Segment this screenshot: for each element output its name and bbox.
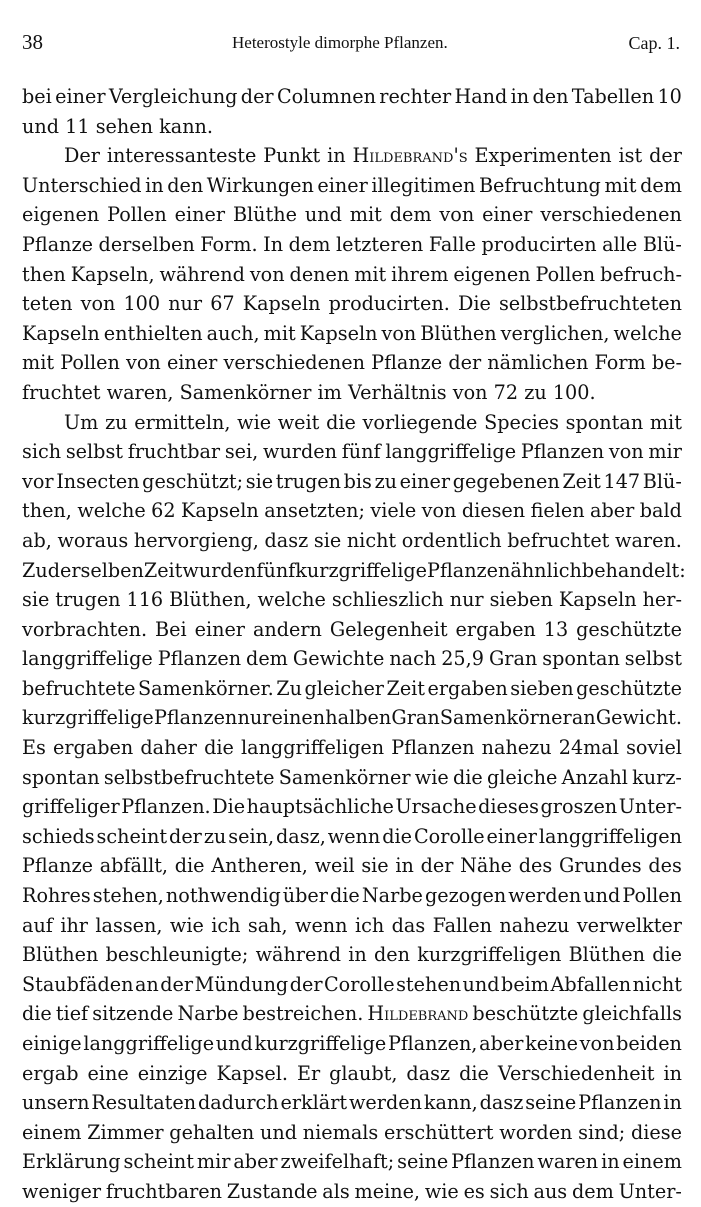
text-line: unsern Resultaten dadurch erklärt werden kann, dasz seine Pflanzen in [22, 1091, 682, 1115]
text-line: then Kapseln, während von denen mit ihrem eigenen Pollen befruch- [22, 262, 682, 286]
text-line: mit Pollen von einer verschiedenen Pflanze der nämlichen Form be- [22, 351, 682, 375]
text-line: Pflanze abfällt, die Antheren, weil sie in der Nähe des Grundes des [22, 854, 682, 878]
text-line: bei einer Vergleichung der Columnen rechter Hand in den Tabellen 10 [22, 85, 682, 108]
text-line: Unterschied in den Wirkungen einer illegitimen Befruchtung mit dem [22, 173, 682, 197]
text-line: Rohres stehen, nothwendig über die Narbe gezogen werden und Pollen [22, 884, 682, 908]
text-line: fruchtet waren, Samenkörner im Verhältnis von 72 zu 100. [22, 380, 596, 404]
chapter-label: Cap. 1. [628, 33, 680, 53]
text-line: Es ergaben daher die langgriffeligen Pflanzen nahezu 24mal soviel [22, 736, 682, 760]
text-line: schieds scheint der zu sein, dasz, wenn die Corolle einer langgriffeligen [22, 824, 682, 848]
text-line: Der interessanteste Punkt in Hildebrand's Experimenten ist der [64, 144, 682, 168]
text-line: kurzgriffelige Pflanzen nur einen halben Gran Samenkörner an Gewicht. [22, 706, 682, 730]
page-number: 38 [22, 30, 43, 54]
text-line: sie trugen 116 Blüthen, welche schlieszlich nur sieben Kapseln her- [22, 588, 682, 612]
text-line: Kapseln enthielten auch, mit Kapseln von Blüthen verglichen, welche [22, 321, 682, 345]
text-line: langgriffelige Pflanzen dem Gewichte nach 25,9 Gran spontan selbst [22, 647, 682, 671]
text-line: befruchtete Samenkörner. Zu gleicher Zeit ergaben sieben geschützte [22, 676, 682, 700]
text-line: then, welche 62 Kapseln ansetzten; viele von diesen fielen aber bald [22, 499, 682, 523]
text-line: Blüthen beschleunigte; während in den kurzgriffeligen Blüthen die [22, 943, 682, 967]
text-line: weniger fruchtbaren Zustande als meine, wie es sich aus dem Unter- [22, 1179, 682, 1203]
text-line: vorbrachten. Bei einer andern Gelegenheit ergaben 13 geschützte [22, 617, 682, 641]
text-line: die tief sitzende Narbe bestreichen. Hildebrand beschützte gleichfalls [22, 1002, 682, 1026]
book-page [22, 26, 686, 1207]
text-line: sich selbst fruchtbar sei, wurden fünf langgriffelige Pflanzen von mir [22, 440, 682, 464]
body-text [22, 82, 686, 1207]
text-line: Um zu ermitteln, wie weit die vorliegende Species spontan mit [64, 410, 682, 434]
text-line: einige langgriffelige und kurzgriffelige Pflanzen, aber keine von beiden [22, 1032, 682, 1055]
text-line: einem Zimmer gehalten und niemals erschüttert worden sind; diese [22, 1120, 682, 1144]
running-title: Heterostyle dimorphe Pflanzen. [232, 33, 448, 52]
text-line: Zu derselben Zeit wurden fünf kurzgriffelige Pflanzen ähnlich behandelt: [22, 558, 686, 582]
text-line: teten von 100 nur 67 Kapseln producirten. Die selbstbefruchteten [22, 292, 682, 316]
text-line: vor Insecten geschützt; sie trugen bis zu einer gegebenen Zeit 147 Blü- [22, 469, 682, 493]
text-line: ab, woraus hervorgieng, dasz sie nicht ordentlich befruchtet waren. [22, 528, 682, 552]
text-line: griffeliger Pflanzen. Die hauptsächliche Ursache dieses groszen Unter- [22, 795, 682, 819]
text-line: Pflanze derselben Form. In dem letzteren Falle producirten alle Blü- [22, 232, 682, 256]
text-line: eigenen Pollen einer Blüthe und mit dem von einer verschiedenen [22, 203, 682, 227]
text-line: Erklärung scheint mir aber zweifelhaft; seine Pflanzen waren in einem [22, 1150, 682, 1174]
text-line: Staubfäden an der Mündung der Corolle stehen und beim Abfallen nicht [22, 972, 682, 996]
text-line: und 11 sehen kann. [22, 114, 214, 138]
text-line: ergab eine einzige Kapsel. Er glaubt, dasz die Verschiedenheit in [22, 1061, 682, 1085]
text-line: spontan selbstbefruchtete Samenkörner wie die gleiche Anzahl kurz- [22, 765, 682, 789]
page-header [22, 26, 682, 60]
text-line: auf ihr lassen, wie ich sah, wenn ich das Fallen nahezu verwelkter [22, 913, 682, 937]
